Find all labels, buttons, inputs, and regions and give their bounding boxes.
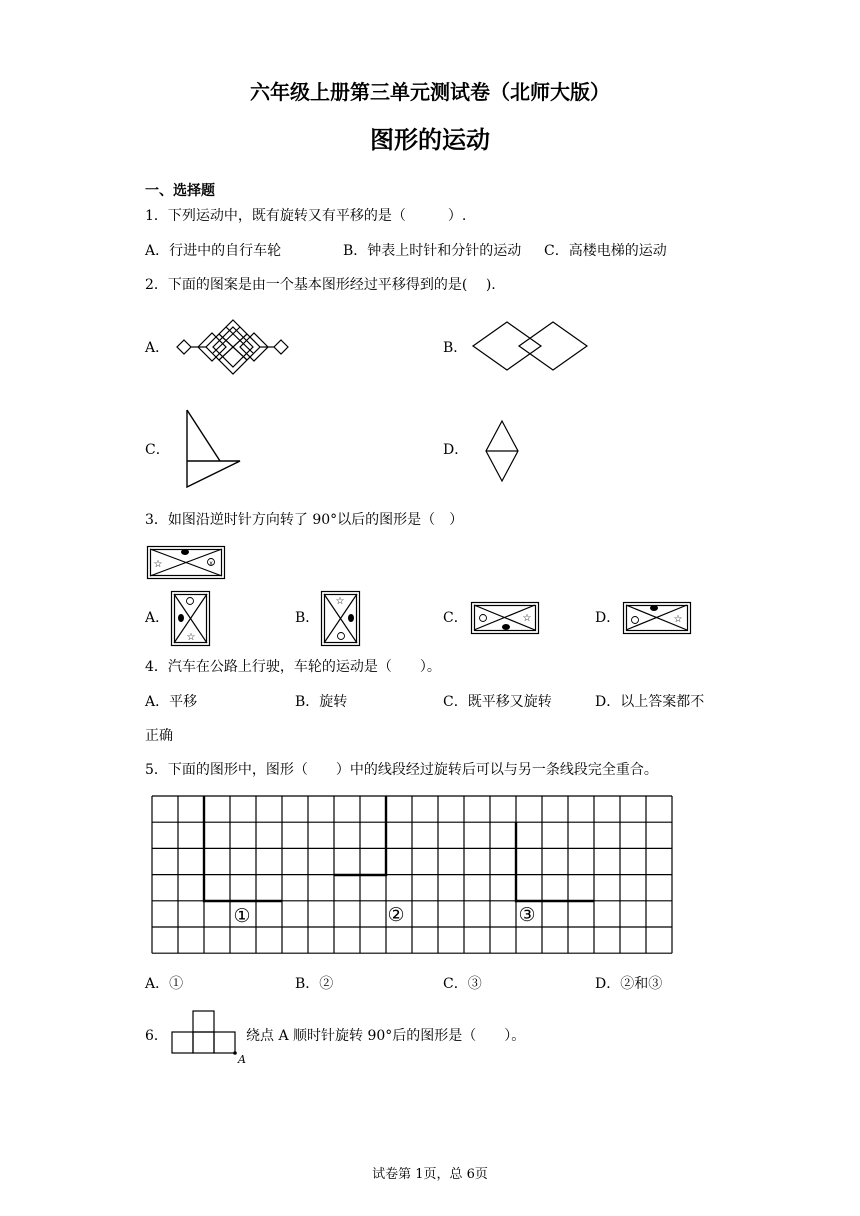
q1-stem: 1．下列运动中，既有旋转又有平移的是（ ）. xyxy=(145,208,467,224)
q6-point-label: A xyxy=(238,1053,246,1066)
exam-subtitle: 图形的运动 xyxy=(370,126,490,154)
svg-text:☆: ☆ xyxy=(522,613,532,624)
q5-option-d[interactable]: D．②和③ xyxy=(595,976,663,992)
q5-stem: 5．下面的图形中，图形（ ）中的线段经过旋转后可以与另一条线段完全重合。 xyxy=(145,762,658,778)
exam-title: 六年级上册第三单元测试卷（北师大版） xyxy=(250,80,610,104)
q3-option-c[interactable]: C． xyxy=(443,610,468,626)
q4-option-c[interactable]: C．既平移又旋转 xyxy=(443,694,552,710)
q6-stem: 绕点 A 顺时针旋转 90°后的图形是（ ）。 xyxy=(246,1028,526,1044)
q3-option-a[interactable]: A． xyxy=(145,610,170,626)
q2-stem: 2．下面的图案是由一个基本图形经过平移得到的是( ). xyxy=(145,277,496,293)
q6-number: 6． xyxy=(145,1028,168,1044)
q5-grid-figure xyxy=(150,794,674,958)
q5-option-c[interactable]: C．③ xyxy=(443,976,482,992)
q4-option-d-continued: 正确 xyxy=(145,728,173,744)
q2-figure-b xyxy=(470,320,590,372)
svg-text:☆: ☆ xyxy=(153,559,163,570)
q5-label-3: ③ xyxy=(518,904,536,926)
q4-option-d[interactable]: D．以上答案都不 xyxy=(595,694,705,710)
q3-figure-a xyxy=(170,590,212,648)
q3-figure-d xyxy=(622,601,692,636)
q1-option-a[interactable]: A．行进中的自行车轮 xyxy=(145,243,282,259)
q1-option-c[interactable]: C．高楼电梯的运动 xyxy=(544,243,667,259)
q4-option-b[interactable]: B．旋转 xyxy=(295,694,348,710)
q3-figure-c xyxy=(470,601,540,636)
q5-label-1: ① xyxy=(233,905,251,927)
q5-option-a[interactable]: A．① xyxy=(145,976,184,992)
q3-original-figure xyxy=(146,545,227,580)
q2-option-b[interactable]: B． xyxy=(443,340,468,356)
q2-figure-c xyxy=(183,405,245,491)
q5-label-2: ② xyxy=(387,904,405,926)
q3-stem: 3．如图沿逆时针方向转了 90°以后的图形是（ ） xyxy=(145,512,464,528)
q5-option-b[interactable]: B．② xyxy=(295,976,334,992)
q6-figure xyxy=(170,1010,250,1066)
q3-option-b[interactable]: B． xyxy=(295,610,320,626)
q2-figure-d xyxy=(482,418,522,484)
section-heading: 一、选择题 xyxy=(145,183,215,199)
q2-option-a[interactable]: A． xyxy=(145,340,170,356)
q3-figure-b xyxy=(320,590,362,648)
q2-figure-a xyxy=(174,317,294,381)
q4-option-a[interactable]: A．平移 xyxy=(145,694,198,710)
q3-option-d[interactable]: D． xyxy=(595,610,621,626)
q2-option-c[interactable]: C． xyxy=(145,442,170,458)
svg-text:☆: ☆ xyxy=(335,596,345,607)
page-footer: 试卷第 1页，总 6页 xyxy=(372,1167,488,1182)
svg-text:☆: ☆ xyxy=(186,632,196,643)
svg-text:x: x xyxy=(209,560,213,567)
q2-option-d[interactable]: D． xyxy=(443,442,469,458)
q1-option-b[interactable]: B．钟表上时针和分针的运动 xyxy=(343,243,522,259)
q4-stem: 4．汽车在公路上行驶，车轮的运动是（ ）。 xyxy=(145,659,441,675)
svg-text:☆: ☆ xyxy=(673,614,683,625)
